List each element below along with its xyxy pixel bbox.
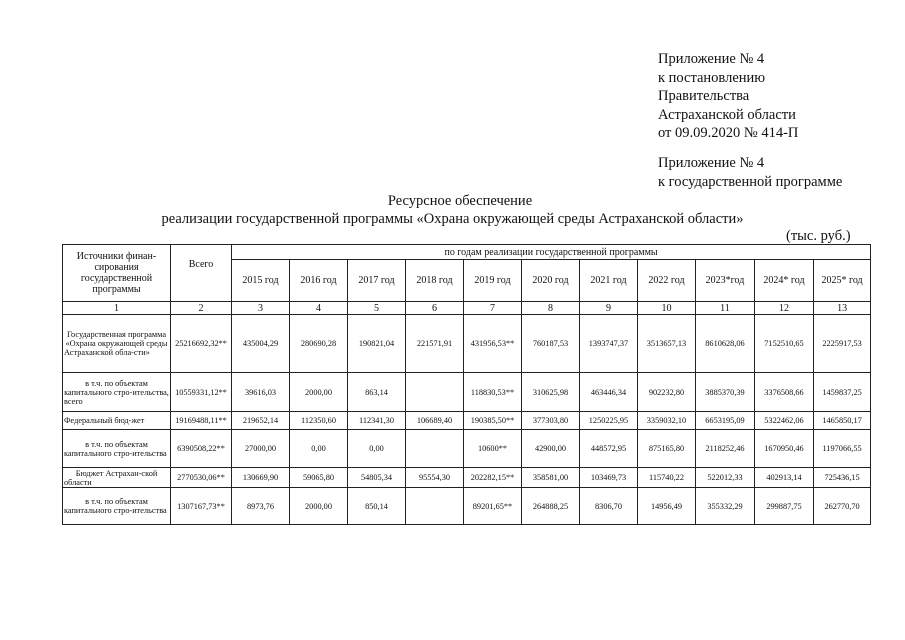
resource-table xyxy=(62,244,871,525)
year-value: 103469,73 xyxy=(580,468,638,488)
header-year: 2017 год xyxy=(348,260,406,302)
year-value: 95554,30 xyxy=(406,468,464,488)
year-value: 875165,80 xyxy=(638,430,696,468)
year-value: 118830,53** xyxy=(464,373,522,412)
year-value: 190821,04 xyxy=(348,315,406,373)
year-value: 190385,50** xyxy=(464,412,522,430)
year-value: 14956,49 xyxy=(638,488,696,525)
year-value xyxy=(406,488,464,525)
approval-line: Правительства xyxy=(658,88,750,104)
column-number: 8 xyxy=(522,302,580,315)
year-value: 2000,00 xyxy=(290,373,348,412)
year-value: 1250225,95 xyxy=(580,412,638,430)
year-value: 2118252,46 xyxy=(696,430,755,468)
appendix-line: Приложение № 4 xyxy=(658,155,765,171)
table-row xyxy=(63,315,871,373)
row-total: 10559331,12** xyxy=(171,373,232,412)
year-value: 377303,80 xyxy=(522,412,580,430)
year-value: 299887,75 xyxy=(755,488,814,525)
header-year: 2016 год xyxy=(290,260,348,302)
header-year: 2018 год xyxy=(406,260,464,302)
year-value: 1197066,55 xyxy=(814,430,871,468)
year-value: 1459837,25 xyxy=(814,373,871,412)
row-total: 1307167,73** xyxy=(171,488,232,525)
table-row xyxy=(63,430,871,468)
year-value: 725436,15 xyxy=(814,468,871,488)
row-source: в т.ч. по объектам капитального стро-ительства xyxy=(63,430,171,468)
year-value: 0,00 xyxy=(348,430,406,468)
column-number: 11 xyxy=(696,302,755,315)
units-label: (тыс. руб.) xyxy=(786,228,851,244)
year-value: 54805,34 xyxy=(348,468,406,488)
year-value: 402913,14 xyxy=(755,468,814,488)
row-total: 2770530,06** xyxy=(171,468,232,488)
year-value: 431956,53** xyxy=(464,315,522,373)
year-value: 112350,60 xyxy=(290,412,348,430)
header-year: 2022 год xyxy=(638,260,696,302)
year-value: 358581,00 xyxy=(522,468,580,488)
column-number: 3 xyxy=(232,302,290,315)
year-value: 522012,33 xyxy=(696,468,755,488)
year-value: 3376508,66 xyxy=(755,373,814,412)
title-line-2: реализации государственной программы «Охрана окружающей среды Астраханской области» xyxy=(161,211,744,227)
row-source: Федеральный бюд-жет xyxy=(63,412,171,430)
year-value: 221571,91 xyxy=(406,315,464,373)
year-value: 262770,70 xyxy=(814,488,871,525)
year-value: 39616,03 xyxy=(232,373,290,412)
table-row xyxy=(63,488,871,525)
year-value: 112341,30 xyxy=(348,412,406,430)
year-value: 3513657,13 xyxy=(638,315,696,373)
row-source: Государственная программа «Охрана окружающей среды Астраханской обла-сти» xyxy=(63,315,171,373)
year-value: 59065,80 xyxy=(290,468,348,488)
year-value: 448572,95 xyxy=(580,430,638,468)
column-number: 12 xyxy=(755,302,814,315)
year-value: 463446,34 xyxy=(580,373,638,412)
year-value: 3359032,10 xyxy=(638,412,696,430)
year-value: 0,00 xyxy=(290,430,348,468)
year-value: 1393747,37 xyxy=(580,315,638,373)
header-year: 2021 год xyxy=(580,260,638,302)
year-value: 2000,00 xyxy=(290,488,348,525)
approval-line: от 09.09.2020 № 414-П xyxy=(658,125,799,141)
program-appendix-block xyxy=(658,154,842,191)
table-row xyxy=(63,412,871,430)
year-value: 863,14 xyxy=(348,373,406,412)
year-value: 355332,29 xyxy=(696,488,755,525)
year-value: 435004,29 xyxy=(232,315,290,373)
year-value: 280690,28 xyxy=(290,315,348,373)
header-year: 2025* год xyxy=(814,260,871,302)
year-value: 1670950,46 xyxy=(755,430,814,468)
year-value: 8973,76 xyxy=(232,488,290,525)
column-number: 5 xyxy=(348,302,406,315)
header-total: Всего xyxy=(171,245,232,302)
year-value: 7152510,65 xyxy=(755,315,814,373)
year-value: 5322462,06 xyxy=(755,412,814,430)
appendix-line: к государственной программе xyxy=(658,173,843,190)
year-value: 115740,22 xyxy=(638,468,696,488)
year-value: 310625,98 xyxy=(522,373,580,412)
year-value: 850,14 xyxy=(348,488,406,525)
column-number: 10 xyxy=(638,302,696,315)
year-value: 8306,70 xyxy=(580,488,638,525)
year-value: 3885370,39 xyxy=(696,373,755,412)
year-value: 27000,00 xyxy=(232,430,290,468)
title-line-1: Ресурсное обеспечение xyxy=(387,193,533,209)
column-number: 6 xyxy=(406,302,464,315)
approval-block xyxy=(658,50,798,143)
year-value xyxy=(406,430,464,468)
header-year: 2020 год xyxy=(522,260,580,302)
table-row xyxy=(63,373,871,412)
year-value: 8610628,06 xyxy=(696,315,755,373)
row-source: в т.ч. по объектам капитального стро-ительства xyxy=(63,488,171,525)
year-value: 1465850,17 xyxy=(814,412,871,430)
column-number: 13 xyxy=(814,302,871,315)
header-year: 2015 год xyxy=(232,260,290,302)
header-year: 2019 год xyxy=(464,260,522,302)
approval-line: Астраханской области xyxy=(658,106,796,123)
header-years-group: по годам реализации государственной программы xyxy=(232,245,871,260)
approval-line: к постановлению xyxy=(658,69,766,86)
year-value: 106689,40 xyxy=(406,412,464,430)
year-value: 6653195,09 xyxy=(696,412,755,430)
header-source: Источники финан-сирования государственной программы xyxy=(63,245,171,302)
column-number: 9 xyxy=(580,302,638,315)
column-number: 2 xyxy=(171,302,232,315)
year-value: 10600** xyxy=(464,430,522,468)
approval-line: Приложение № 4 xyxy=(658,51,765,67)
row-total: 19169488,11** xyxy=(171,412,232,430)
year-value: 760187,53 xyxy=(522,315,580,373)
year-value: 2225917,53 xyxy=(814,315,871,373)
header-year: 2024* год xyxy=(755,260,814,302)
document-title xyxy=(0,192,905,228)
column-number: 4 xyxy=(290,302,348,315)
year-value: 130669,90 xyxy=(232,468,290,488)
year-value: 264888,25 xyxy=(522,488,580,525)
row-source: в т.ч. по объектам капитального стро-ительства, всего xyxy=(63,373,171,412)
year-value: 42900,00 xyxy=(522,430,580,468)
year-value: 202282,15** xyxy=(464,468,522,488)
row-source: Бюджет Астрахан-ской области xyxy=(63,468,171,488)
year-value: 219652,14 xyxy=(232,412,290,430)
column-number: 7 xyxy=(464,302,522,315)
year-value xyxy=(406,373,464,412)
year-value: 89201,65** xyxy=(464,488,522,525)
year-value: 902232,80 xyxy=(638,373,696,412)
table-row xyxy=(63,468,871,488)
row-total: 25216692,32** xyxy=(171,315,232,373)
header-year: 2023*год xyxy=(696,260,755,302)
column-number: 1 xyxy=(63,302,171,315)
row-total: 6390508,22** xyxy=(171,430,232,468)
